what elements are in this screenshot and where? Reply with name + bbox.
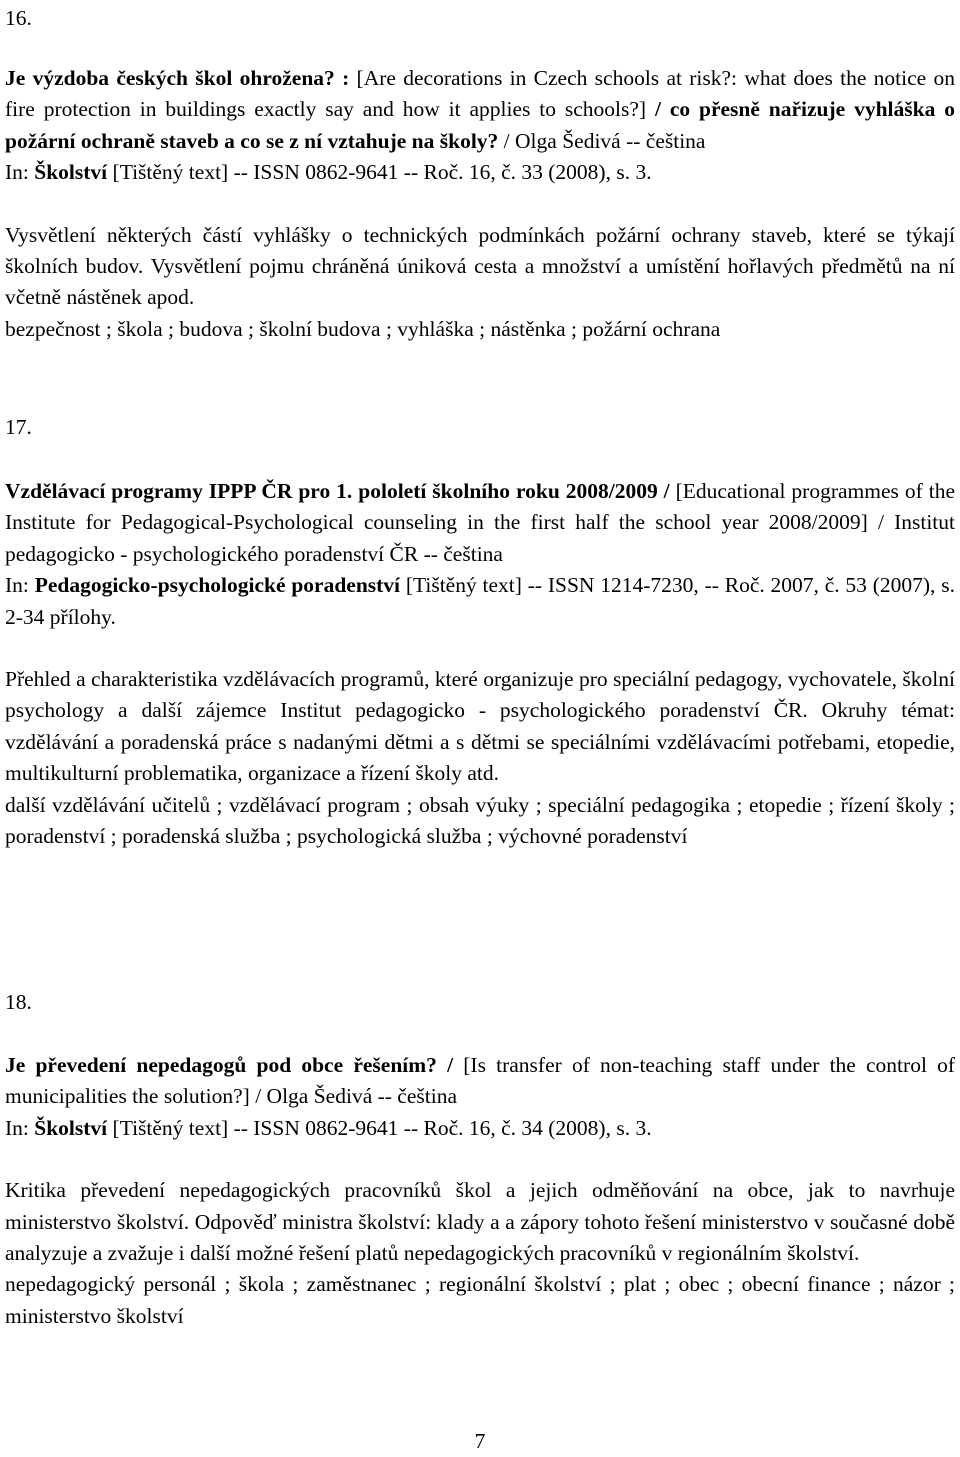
entry-number: 16. [5,6,32,30]
source-journal: Pedagogicko-psychologické poradenství [34,573,401,598]
title-czech: Je výzdoba českých škol ohrožena? : [5,66,357,90]
title-czech-subtitle: / co přesně nařizuje vyhláška o požární ochraně staveb a co se z ní vztahuje na školy? [5,97,955,153]
entry-17-body [5,476,955,852]
title-english: [Educational programmes of the Institute for Pedagogical-Psychological counseling in the first half the school year 2008/2009] / [5,479,955,535]
title-english: [Are decorations in Czech schools at risk?: what does the notice on fire protection in buildings exactly say and how it applies to schools?] [5,66,955,122]
source-journal: Školství [34,1115,108,1140]
entry-title [5,1050,955,1113]
entry-author: / Olga Šedivá -- čeština [498,128,706,153]
title-english: [Is transfer of non-teaching staff under the control of municipalities the solution?] / [5,1053,956,1109]
entry-author: Institut pedagogicko - psychologického poradenství ČR -- čeština [5,510,955,566]
entry-author: Olga Šedivá -- čeština [266,1084,457,1109]
entry-source: In: Školství [Tištěný text] -- ISSN 0862-9641 -- Roč. 16, č. 34 (2008), s. 3. [5,1115,652,1140]
entry-abstract: Přehled a charakteristika vzdělávacích programů, které organizuje pro speciální pedagogy, vychovatele, školní psychology a další zájemce Institut pedagogicko - psychologického poradenství ČR. Okruhy témat: vzdělávání a poradenská práce s nadanými dětmi a s dětmi se speciálními vzdělávacími potřebami, etopedie, multikulturní problematika, organizace a řízení školy atd. [5,667,955,786]
entry-abstract: Vysvětlení některých částí vyhlášky o technických podmínkách požární ochrany staveb, které se týkají školních budov. Vysvětlení pojmu chráněná úniková cesta a množství a umístění hořlavých předmětů na ní včetně nástěnek apod. [5,222,955,310]
entry-title [5,63,955,157]
entry-18 [5,987,955,1018]
entry-16-body [5,63,955,345]
entry-number: 18. [5,990,32,1014]
page-number: 7 [474,1429,486,1453]
entry-18-body [5,1050,955,1332]
entry-16 [5,3,955,34]
entry-keywords: nepedagogický personál ; škola ; zaměstnanec ; regionální školství ; plat ; obec ; obecní finance ; názor ; ministerstvo školství [5,1272,955,1328]
entry-title [5,476,955,570]
entry-source: In: Školství [Tištěný text] -- ISSN 0862-9641 -- Roč. 16, č. 33 (2008), s. 3. [5,160,652,185]
entry-17 [5,412,955,443]
source-journal: Školství [34,160,108,185]
entry-keywords: bezpečnost ; škola ; budova ; školní budova ; vyhláška ; nástěnka ; požární ochrana [5,316,721,341]
entry-source: In: Pedagogicko-psychologické poradenství [Tištěný text] -- ISSN 1214-7230, -- Roč. 2007, č. 53 (2007), s. 2-34 přílohy. [5,573,955,629]
title-czech: Vzdělávací programy IPPP ČR pro 1. pololetí školního roku 2008/2009 / [5,479,676,503]
title-czech: Je převedení nepedagogů pod obce řešením? / [5,1053,464,1077]
entry-abstract: Kritika převedení nepedagogických pracovníků škol a jejich odměňování na obce, jak to navrhuje ministerstvo školství. Odpověď ministra školství: klady a a zápory tohoto řešení ministerstvo v současné době analyzuje a zvažuje i další možné řešení platů nepedagogických pracovníků v regionálním školství. [5,1178,955,1266]
entry-number: 17. [5,415,32,439]
entry-keywords: další vzdělávání učitelů ; vzdělávací program ; obsah výuky ; speciální pedagogika ; etopedie ; řízení školy ; poradenství ; poradenská služba ; psychologická služba ; výchovné poradenství [5,792,955,849]
